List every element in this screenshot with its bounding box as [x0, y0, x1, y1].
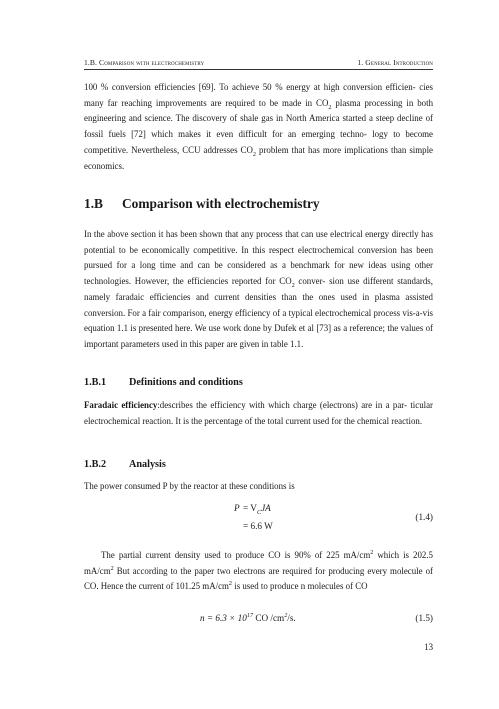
faradaic-definition: [84, 398, 433, 429]
eq-1-4-lhs: P: [234, 503, 240, 513]
section-1b-text-1: In the above section it has been shown that any process that can use electrical energy directly has potential to be economically competitive. In this respect electrochemical conversion has been pursued for a long time and can be considered as a benchmark for new ideas using other technologies. However, the efficiencies reported for CO: [84, 229, 433, 287]
section-number: 1.B.1: [84, 377, 107, 388]
equation-1-4-line-2: [84, 521, 433, 539]
eq-1-5-unit: CO /cm: [253, 613, 285, 623]
section-1b-paragraph: [84, 227, 433, 353]
section-title: Analysis: [129, 459, 166, 470]
header-rule: [84, 69, 433, 70]
section-number: 1.B: [84, 196, 103, 211]
eq-subscript-c: C: [256, 508, 262, 516]
running-head: [84, 58, 433, 67]
subscript: 2: [291, 281, 295, 289]
superscript: 2: [110, 564, 114, 572]
current-text-2: which is 202.5 mA/cm: [84, 550, 433, 576]
page-number: 13: [424, 642, 433, 652]
eq-1-5-body: [200, 613, 296, 623]
intro-text-3: problem that has more implications than simple economics.: [84, 144, 433, 171]
superscript: 2: [228, 580, 233, 588]
eq-1-5-per-second: /s.: [287, 613, 296, 623]
current-density-paragraph: [84, 548, 433, 595]
section-heading-1b: [84, 196, 433, 212]
equation-number-1-5: (1.5): [415, 613, 433, 623]
subscript: 2: [252, 150, 256, 158]
defined-term: Faradaic efficiency: [84, 400, 158, 410]
eq-1-5-lhs: n = 6.3 × 10: [200, 613, 247, 623]
running-head-left: 1.B. Comparison with electrochemistry: [84, 58, 205, 67]
eq-ja: JA: [261, 503, 271, 513]
section-number: 1.B.2: [84, 459, 107, 470]
intro-paragraph: [84, 80, 433, 174]
definition-text: :describes the efficiency with which charge (electrons) are in a par- ticular electrochemical reaction. It is the percentage of the total current used for the chemical reaction.: [84, 400, 433, 426]
section-heading-1b2: [84, 459, 433, 470]
intro-text-1: 100 % conversion efficiencies [69]. To achieve 50 % energy at high conversion efficien- cies many far reaching improvements are required to be made in CO: [84, 82, 433, 108]
eq-1-4-value: = 6.6 W: [243, 521, 273, 531]
current-text-4: is used to produce n molecules of CO: [232, 581, 368, 592]
intro-text-2: plasma processing in both engineering and science. The discovery of shale gas in North America started a steep decline of fossil fuels [72] which makes it even difficult for an emerging techno- logy to become competitive. Nevertheless, CCU addresses CO: [84, 97, 434, 155]
equation-1-5: [84, 613, 433, 631]
equation-number-1-4: (1.4): [415, 512, 433, 522]
section-title: Comparison with electrochemistry: [122, 196, 320, 211]
power-sentence: The power consumed P by the reactor at these conditions is: [84, 481, 295, 491]
eq-1-5-exponent-2: 2: [284, 611, 288, 619]
section-title: Definitions and conditions: [129, 377, 243, 388]
superscript: 2: [370, 549, 374, 557]
subscript: 2: [328, 103, 332, 111]
running-head-right: 1. General Introduction: [357, 58, 433, 67]
section-1b-text-2: conver- sion use different standards, namely faradaic efficiencies and current densities than the ones used in plasma assisted conversion. For a fair comparison, energy efficiency of a typical electrochemical process vis-a-vis equation 1.1 is presented here. We use work done by Dufek et al [73] as a reference; the values of important parameters used in this paper are given in table 1.1.: [84, 276, 433, 349]
current-text-3: But according to the paper two electrons are required for producing every molecule of CO. Hence the current of 101.25 mA/cm: [84, 565, 433, 592]
current-text-1: The partial current density used to produce CO is 90% of 225 mA/cm: [101, 550, 371, 560]
section-heading-1b1: [84, 377, 433, 388]
eq-1-5-exponent: 17: [246, 611, 254, 619]
eq-equals-v: = V: [243, 503, 257, 513]
